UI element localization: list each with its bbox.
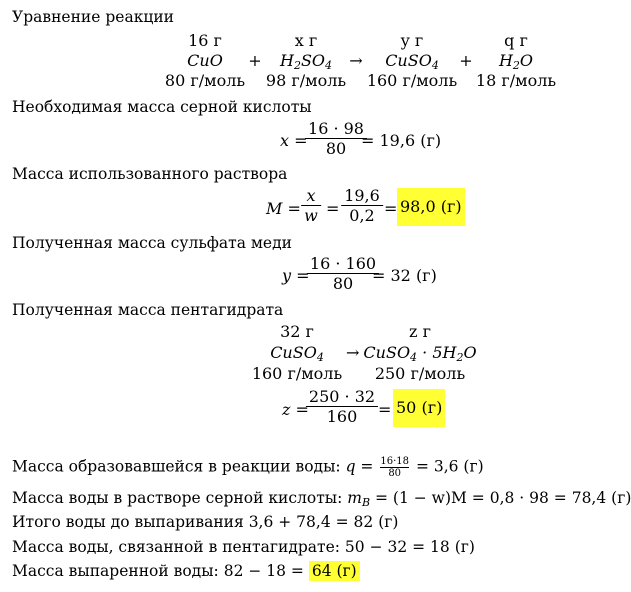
denominator: w	[301, 205, 321, 225]
heading-solution-mass: Масса использованного раствора	[12, 165, 288, 183]
plus-sign: +	[248, 51, 262, 70]
fraction	[301, 186, 321, 225]
numerator: x	[306, 186, 316, 205]
formula-result: = 19,6 (г)	[361, 131, 442, 150]
h2so4-formula: $H_2SO_4$	[279, 51, 333, 72]
cuso4-formula: CuSO$_4$	[270, 343, 324, 364]
pentahydrate-mass: z г	[409, 322, 431, 341]
numerator: 250 · 32	[308, 387, 376, 406]
equals-sign: =	[378, 400, 392, 419]
evaporated-water-line: Масса выпаренной воды: 82 − 18 = 64 (г)	[12, 562, 360, 580]
cuso4-molar-mass: 160 г/моль	[366, 71, 458, 90]
numerator: 19,6	[344, 186, 380, 205]
numerator: 16 · 160	[309, 254, 377, 273]
arrow: →	[349, 51, 363, 70]
h2so4-molar-mass: 98 г/моль	[265, 71, 347, 90]
formula-result: = 32 (г)	[372, 266, 437, 285]
cuo-formula: CuO	[187, 51, 223, 70]
equals-sign: =	[326, 199, 340, 218]
numerator: 16 · 98	[308, 119, 364, 138]
plus-sign: +	[459, 51, 473, 70]
denominator: 0,2	[341, 205, 383, 225]
fraction	[307, 254, 379, 293]
cuso4-formula: CuSO$_4$	[385, 51, 439, 72]
denominator: 160	[306, 406, 378, 426]
formula-lhs: y =	[282, 266, 310, 285]
heading-sulfate-mass: Полученная масса сульфата меди	[12, 234, 292, 252]
cuso4-mass: 32 г	[280, 322, 314, 341]
formula-lhs: M =	[266, 199, 301, 218]
heading-pentahydrate-mass: Полученная масса пентагидрата	[12, 301, 284, 319]
fraction	[306, 387, 378, 426]
pentahydrate-formula: CuSO$_4$ · $5H_2O$	[363, 343, 477, 364]
fraction: $\frac{16\cdot 18}{80}$	[380, 456, 409, 479]
pentahydrate-molar-mass: 250 г/моль	[374, 364, 466, 383]
h2o-molar-mass: 18 г/моль	[475, 71, 557, 90]
total-water-line: Итого воды до выпаривания 3,6 + 78,4 = 82 (г)	[12, 513, 399, 531]
equals-sign: =	[384, 199, 398, 218]
fraction	[341, 186, 383, 225]
water-formed-line: Масса образовавшейся в реакции воды: q = $\frac{16\cdot 18}{80}$ = 3,6 (г)	[12, 456, 484, 479]
formula-lhs: x =	[280, 131, 308, 150]
cuso4-mass: y г	[400, 31, 424, 50]
cuso4-molar-mass: 160 г/моль	[251, 364, 343, 383]
highlighted-result: 50 (г)	[393, 389, 445, 427]
denominator: 80	[305, 138, 367, 158]
arrow: →	[346, 343, 360, 362]
bound-water-line: Масса воды, связанной в пентагидрате: 50 − 32 = 18 (г)	[12, 538, 475, 556]
formula-lhs: z =	[282, 400, 309, 419]
highlighted-result: 64 (г)	[309, 561, 360, 581]
heading-acid-mass: Необходимая масса серной кислоты	[12, 98, 312, 116]
highlighted-result: 98,0 (г)	[397, 188, 465, 226]
denominator: 80	[307, 273, 379, 293]
cuo-mass: 16 г	[188, 31, 222, 50]
fraction	[305, 119, 367, 158]
heading-reaction-equation: Уравнение реакции	[12, 8, 175, 26]
cuo-molar-mass: 80 г/моль	[164, 71, 246, 90]
h2o-mass: q г	[504, 31, 528, 50]
h2o-formula: $H_2O$	[498, 51, 534, 72]
h2so4-mass: x г	[294, 31, 318, 50]
water-in-acid-line: Масса воды в растворе серной кислоты: $m_B = (1 - w)M = 0,8 \cdot 98 = 78,4$ (г)	[12, 489, 631, 509]
